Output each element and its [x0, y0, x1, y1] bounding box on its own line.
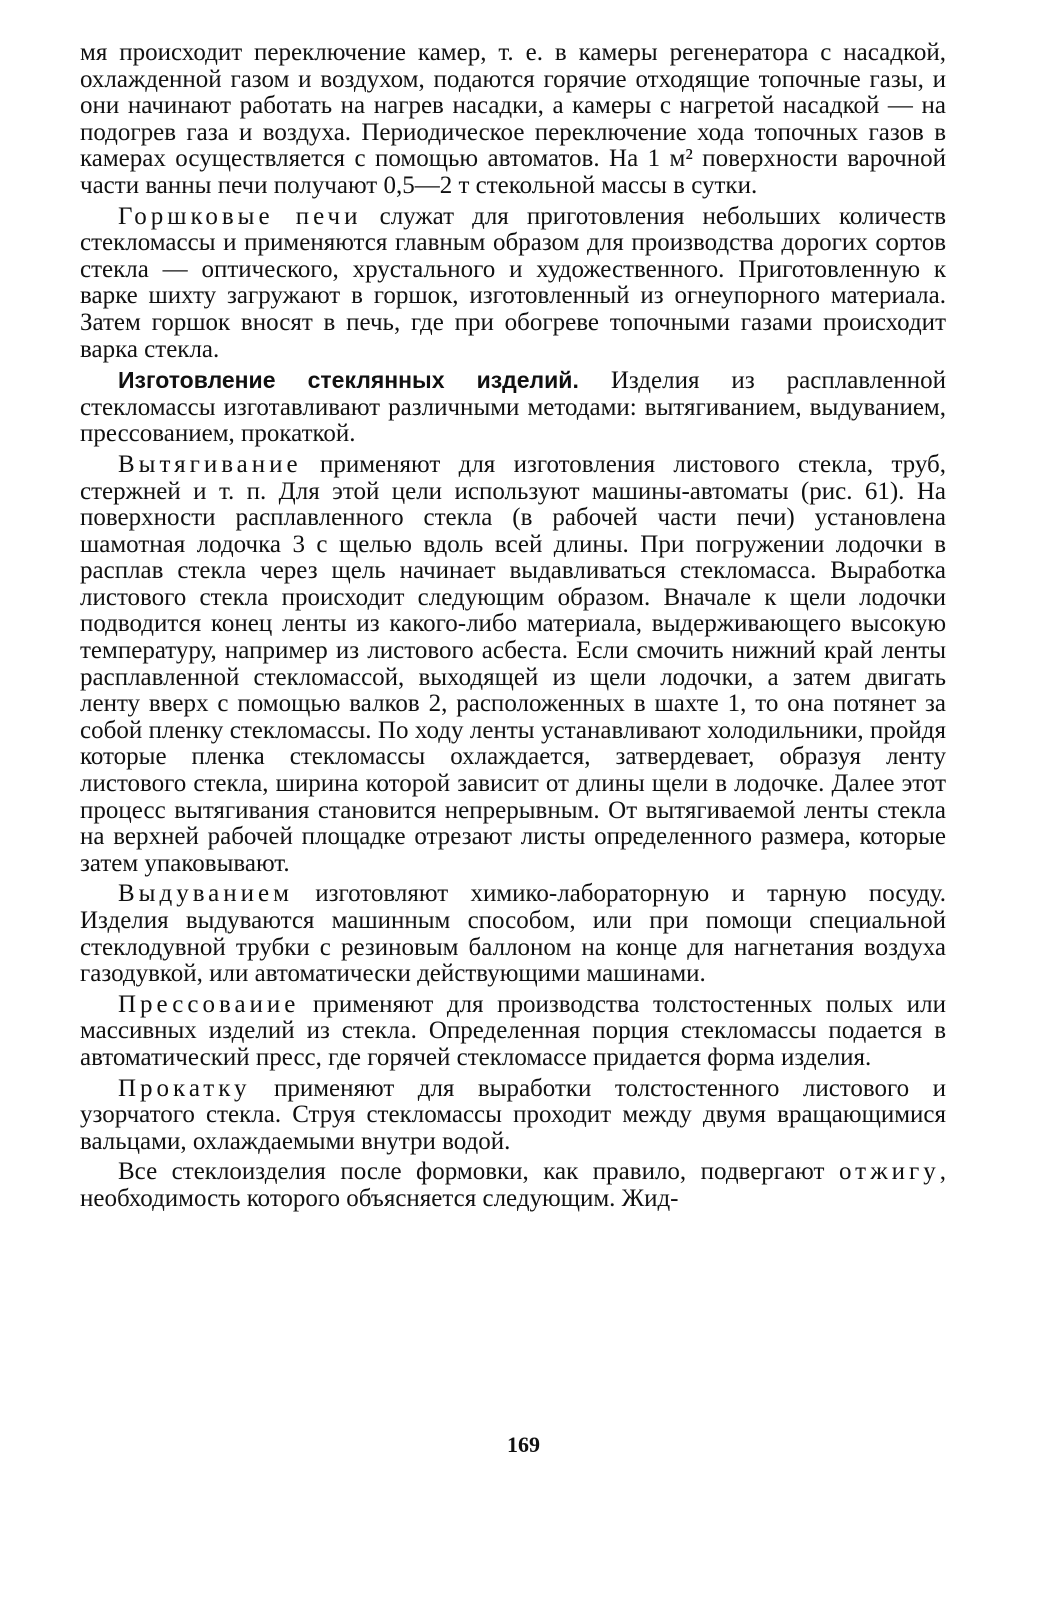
term-pot-furnaces: Горшковые печи: [118, 202, 362, 230]
paragraph-pot-furnaces-text: служат для приготовления небольших количеств стекломассы и применяются главным образом для производства дорогих сортов стекла — оптического, хрустального и художественного. Приготовленную к варке шихту загружают в горшок, изготовленный из огнеупорного материала. Затем горшок вносят в печь, где при обогреве топочными газами происходит варка стекла.: [80, 202, 946, 363]
paragraph-manufacturing-text: Изделия из расплавленной стекломассы изготавливают различными методами: вытягиванием, выдуванием, прессованием, прокаткой.: [80, 367, 946, 448]
paragraph-annealing-tail: , необходимость которого объясняется следующим. Жид-: [80, 1158, 946, 1212]
page-number: 169: [507, 1432, 540, 1457]
term-rolling: Прокатку: [118, 1074, 251, 1102]
term-pressing: Прессоваиие: [118, 990, 300, 1018]
term-drawing: Вытягивание: [118, 450, 302, 478]
paragraph-1-text: мя происходит переключение камер, т. е. в камеры регенератора с насадкой, охлажденной газом и воздухом, подаются горячие отходящие топочные газы, и они начинают работать на нагрев насадки, а камеры с нагретой насадкой — на подогрев газа и воздуха. Периодическое переключение хода топочных газов в камерах осуществляется с помощью автоматов. На 1 м² поверхности варочной части ванны печи получают 0,5—2 т стекольной массы в сутки.: [80, 39, 946, 199]
term-blowing: Выдуванием: [118, 880, 293, 908]
paragraph-blowing: [80, 881, 946, 987]
section-heading-manufacturing: Изготовление стеклянных изделий.: [118, 367, 579, 394]
paragraph-pressing: [80, 992, 946, 1072]
paragraph-annealing-text: Все стеклоизделия после формовки, как правило, подвергают: [118, 1158, 839, 1186]
paragraph-rolling: [80, 1076, 946, 1156]
paragraph-blowing-text: изготовляют химико-лабораторную и тарную посуду. Изделия выдуваются машинным способом, или при помощи специальной стеклодувной трубки с резиновым баллоном на конце для нагнетания воздуха газодувкой, или автоматически действующими машинами.: [80, 880, 946, 988]
paragraph-drawing: [80, 452, 946, 878]
paragraph-1: [80, 40, 946, 200]
paragraph-manufacturing: [80, 367, 946, 448]
paragraph-annealing: [80, 1159, 946, 1212]
page-body: [80, 40, 946, 1217]
paragraph-pressing-text: применяют для производства толстостенных полых или массивных изделий из стекла. Определенная порция стекломассы подается в автоматический пресс, где горячей стекломассе придается форма изделия.: [80, 990, 946, 1071]
paragraph-rolling-text: применяют для выработки толстостенного листового и узорчатого стекла. Струя стекломассы проходит между двумя вращающимися вальцами, охлаждаемыми внутри водой.: [80, 1074, 946, 1155]
paragraph-drawing-text: применяют для изготовления листового стекла, труб, стержней и т. п. Для этой цели используют машины-автоматы (рис. 61). На поверхности расплавленного стекла (в рабочей части печи) установлена шамотная лодочка 3 с щелью вдоль всей длины. При погружении лодочки в расплав стекла через щель начинает выдавливаться стекломасса. Выработка листового стекла происходит следующим образом. Вначале к щели лодочки подводится конец ленты из какого-либо материала, выдерживающего высокую температуру, например из листового асбеста. Если смочить нижний край ленты расплавленной стекломассой, выходящей из щели лодочки, а затем двигать ленту вверх с помощью валков 2, расположенных в шахте 1, то она потянет за собой пленку стекломассы. По ходу ленты устанавливают холодильники, пройдя которые пленка стекломассы охлаждается, затвердевает, образуя ленту листового стекла, ширина которой зависит от длины щели в лодочке. Далее этот процесс вытягивания становится непрерывным. От вытягиваемой ленты стекла на верхней рабочей площадке отрезают листы определенного размера, которые затем упаковывают.: [80, 450, 946, 877]
term-annealing: отжигу: [838, 1158, 940, 1186]
paragraph-pot-furnaces: [80, 204, 946, 364]
